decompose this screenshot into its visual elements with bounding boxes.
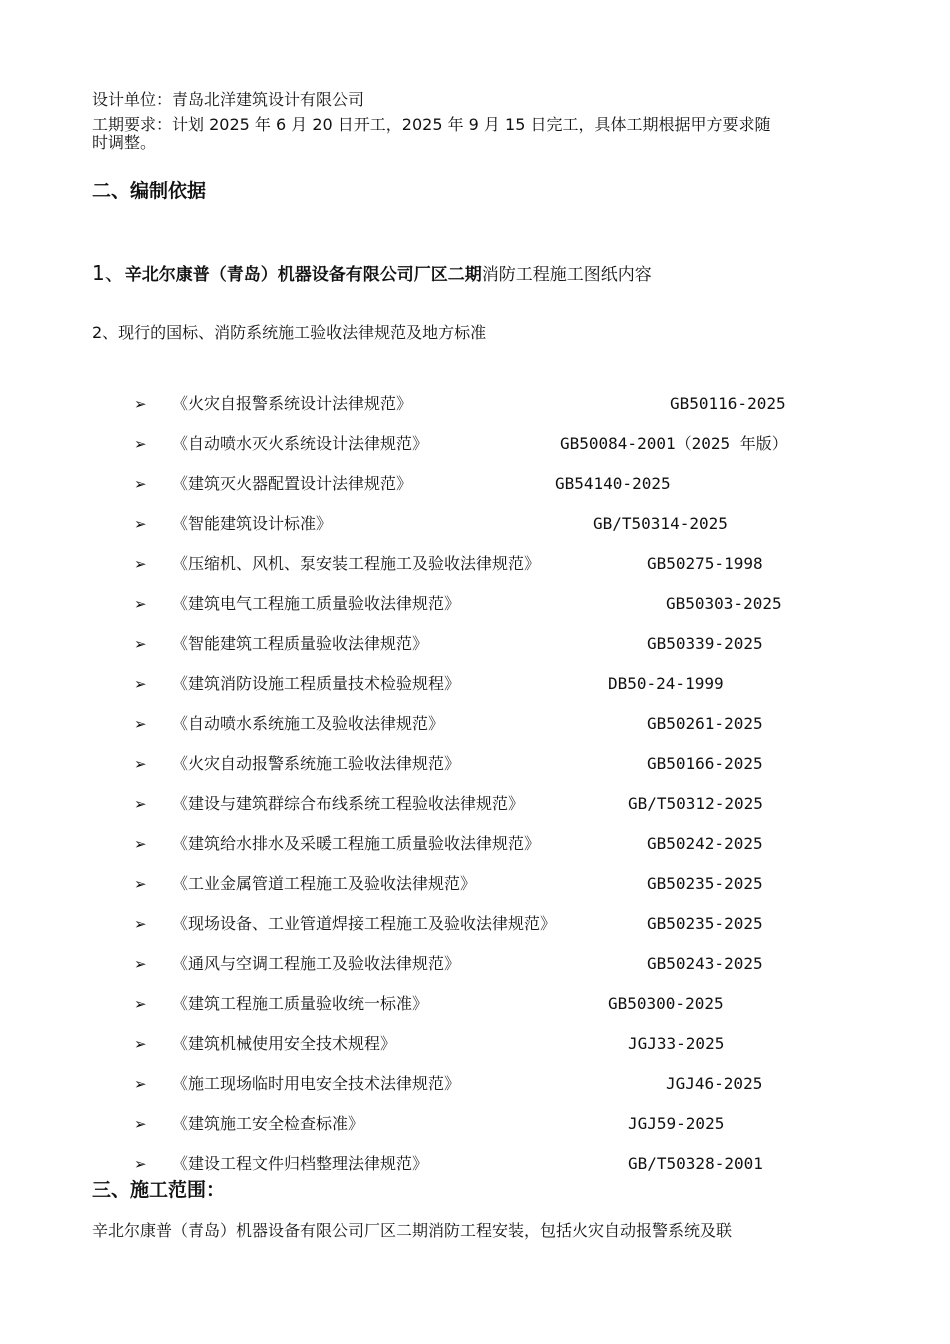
standard-name: 《压缩机、风机、泵安装工程施工及验收法律规范》: [172, 554, 541, 573]
bullet-arrow-icon: ➢: [134, 515, 147, 533]
standard-code: GB50275-1998: [647, 554, 763, 573]
standard-name: 《火灾自报警系统设计法律规范》: [172, 394, 413, 413]
schedule-line-cont: 时调整。: [92, 133, 157, 152]
standard-row: [134, 393, 854, 415]
standard-row: [134, 1113, 854, 1135]
standard-code: GB50166-2025: [647, 754, 763, 773]
bullet-arrow-icon: ➢: [134, 915, 147, 933]
standard-name: 《建设工程文件归档整理法律规范》: [172, 1154, 429, 1173]
standard-code: GB50339-2025: [647, 634, 763, 653]
basis-item-1-bold: 辛北尔康普（青岛）机器设备有限公司厂区二期: [124, 265, 482, 285]
standard-code: GB50084-2001（2025 年版）: [560, 434, 788, 453]
standard-code: GB/T50328-2001: [628, 1154, 763, 1173]
design-unit-line: 设计单位：青岛北洋建筑设计有限公司: [92, 90, 365, 109]
standard-row: [134, 873, 854, 895]
standard-row: [134, 1073, 854, 1095]
standard-code: GB50303-2025: [666, 594, 782, 613]
standard-row: [134, 513, 854, 535]
basis-item-1-text: 消防工程施工图纸内容: [481, 265, 652, 285]
standard-row: [134, 1033, 854, 1055]
standard-row: [134, 713, 854, 735]
bullet-arrow-icon: ➢: [134, 755, 147, 773]
standard-code: GB/T50312-2025: [628, 794, 763, 813]
standard-name: 《自动喷水系统施工及验收法律规范》: [172, 714, 445, 733]
bullet-arrow-icon: ➢: [134, 595, 147, 613]
bullet-arrow-icon: ➢: [134, 1115, 147, 1133]
standard-code: GB50235-2025: [647, 914, 763, 933]
standard-name: 《建筑灭火器配置设计法律规范》: [172, 474, 413, 493]
standard-row: [134, 913, 854, 935]
standard-row: [134, 833, 854, 855]
standard-row: [134, 553, 854, 575]
bullet-arrow-icon: ➢: [134, 475, 147, 493]
basis-item-1: [92, 262, 652, 286]
bullet-arrow-icon: ➢: [134, 875, 147, 893]
scope-paragraph: 辛北尔康普（青岛）机器设备有限公司厂区二期消防工程安装，包括火灾自动报警系统及联: [92, 1221, 733, 1240]
bullet-arrow-icon: ➢: [134, 555, 147, 573]
standard-row: [134, 953, 854, 975]
standard-code: GB/T50314-2025: [593, 514, 728, 533]
standard-name: 《建筑施工安全检查标准》: [172, 1114, 365, 1133]
standard-code: GB50243-2025: [647, 954, 763, 973]
standard-row: [134, 673, 854, 695]
bullet-arrow-icon: ➢: [134, 1075, 147, 1093]
bullet-arrow-icon: ➢: [134, 435, 147, 453]
bullet-arrow-icon: ➢: [134, 1035, 147, 1053]
standard-code: JGJ59-2025: [628, 1114, 725, 1133]
standard-row: [134, 1153, 854, 1175]
standard-name: 《自动喷水灭火系统设计法律规范》: [172, 434, 429, 453]
standard-name: 《建筑工程施工质量验收统一标准》: [172, 994, 429, 1013]
section-heading-scope: 三、施工范围：: [92, 1179, 226, 1201]
standard-name: 《火灾自动报警系统施工验收法律规范》: [172, 754, 461, 773]
bullet-arrow-icon: ➢: [134, 995, 147, 1013]
standard-name: 《建筑消防设施工程质量技术检验规程》: [172, 674, 461, 693]
section-heading-basis: 二、编制依据: [92, 180, 207, 202]
bullet-arrow-icon: ➢: [134, 635, 147, 653]
standard-code: GB54140-2025: [555, 474, 671, 493]
standard-code: GB50116-2025: [670, 394, 786, 413]
bullet-arrow-icon: ➢: [134, 955, 147, 973]
standard-name: 《建筑电气工程施工质量验收法律规范》: [172, 594, 461, 613]
standard-code: JGJ33-2025: [628, 1034, 725, 1053]
bullet-arrow-icon: ➢: [134, 795, 147, 813]
standard-name: 《工业金属管道工程施工及验收法律规范》: [172, 874, 477, 893]
standard-row: [134, 633, 854, 655]
standard-row: [134, 793, 854, 815]
standard-name: 《现场设备、工业管道焊接工程施工及验收法律规范》: [172, 914, 557, 933]
standard-row: [134, 433, 854, 455]
standard-name: 《建筑机械使用安全技术规程》: [172, 1034, 397, 1053]
standard-row: [134, 993, 854, 1015]
standard-name: 《施工现场临时用电安全技术法律规范》: [172, 1074, 461, 1093]
standard-row: [134, 753, 854, 775]
standard-code: GB50300-2025: [608, 994, 724, 1013]
standard-row: [134, 473, 854, 495]
standard-code: JGJ46-2025: [666, 1074, 763, 1093]
standard-name: 《智能建筑设计标准》: [172, 514, 333, 533]
basis-item-2: 2、现行的国标、消防系统施工验收法律规范及地方标准: [92, 323, 487, 342]
standard-name: 《通风与空调工程施工及验收法律规范》: [172, 954, 461, 973]
standard-name: 《建设与建筑群综合布线系统工程验收法律规范》: [172, 794, 525, 813]
standard-name: 《智能建筑工程质量验收法律规范》: [172, 634, 429, 653]
bullet-arrow-icon: ➢: [134, 675, 147, 693]
standard-code: GB50261-2025: [647, 714, 763, 733]
bullet-arrow-icon: ➢: [134, 835, 147, 853]
bullet-arrow-icon: ➢: [134, 1155, 147, 1173]
standard-row: [134, 593, 854, 615]
bullet-arrow-icon: ➢: [134, 715, 147, 733]
standard-code: GB50242-2025: [647, 834, 763, 853]
standard-name: 《建筑给水排水及采暖工程施工质量验收法律规范》: [172, 834, 541, 853]
bullet-arrow-icon: ➢: [134, 395, 147, 413]
standard-code: GB50235-2025: [647, 874, 763, 893]
schedule-line: 工期要求：计划 2025 年 6 月 20 日开工，2025 年 9 月 15 日完工，具体工期根据甲方要求随: [92, 115, 771, 134]
basis-item-1-number: 1、: [92, 261, 125, 285]
standard-code: DB50-24-1999: [608, 674, 724, 693]
